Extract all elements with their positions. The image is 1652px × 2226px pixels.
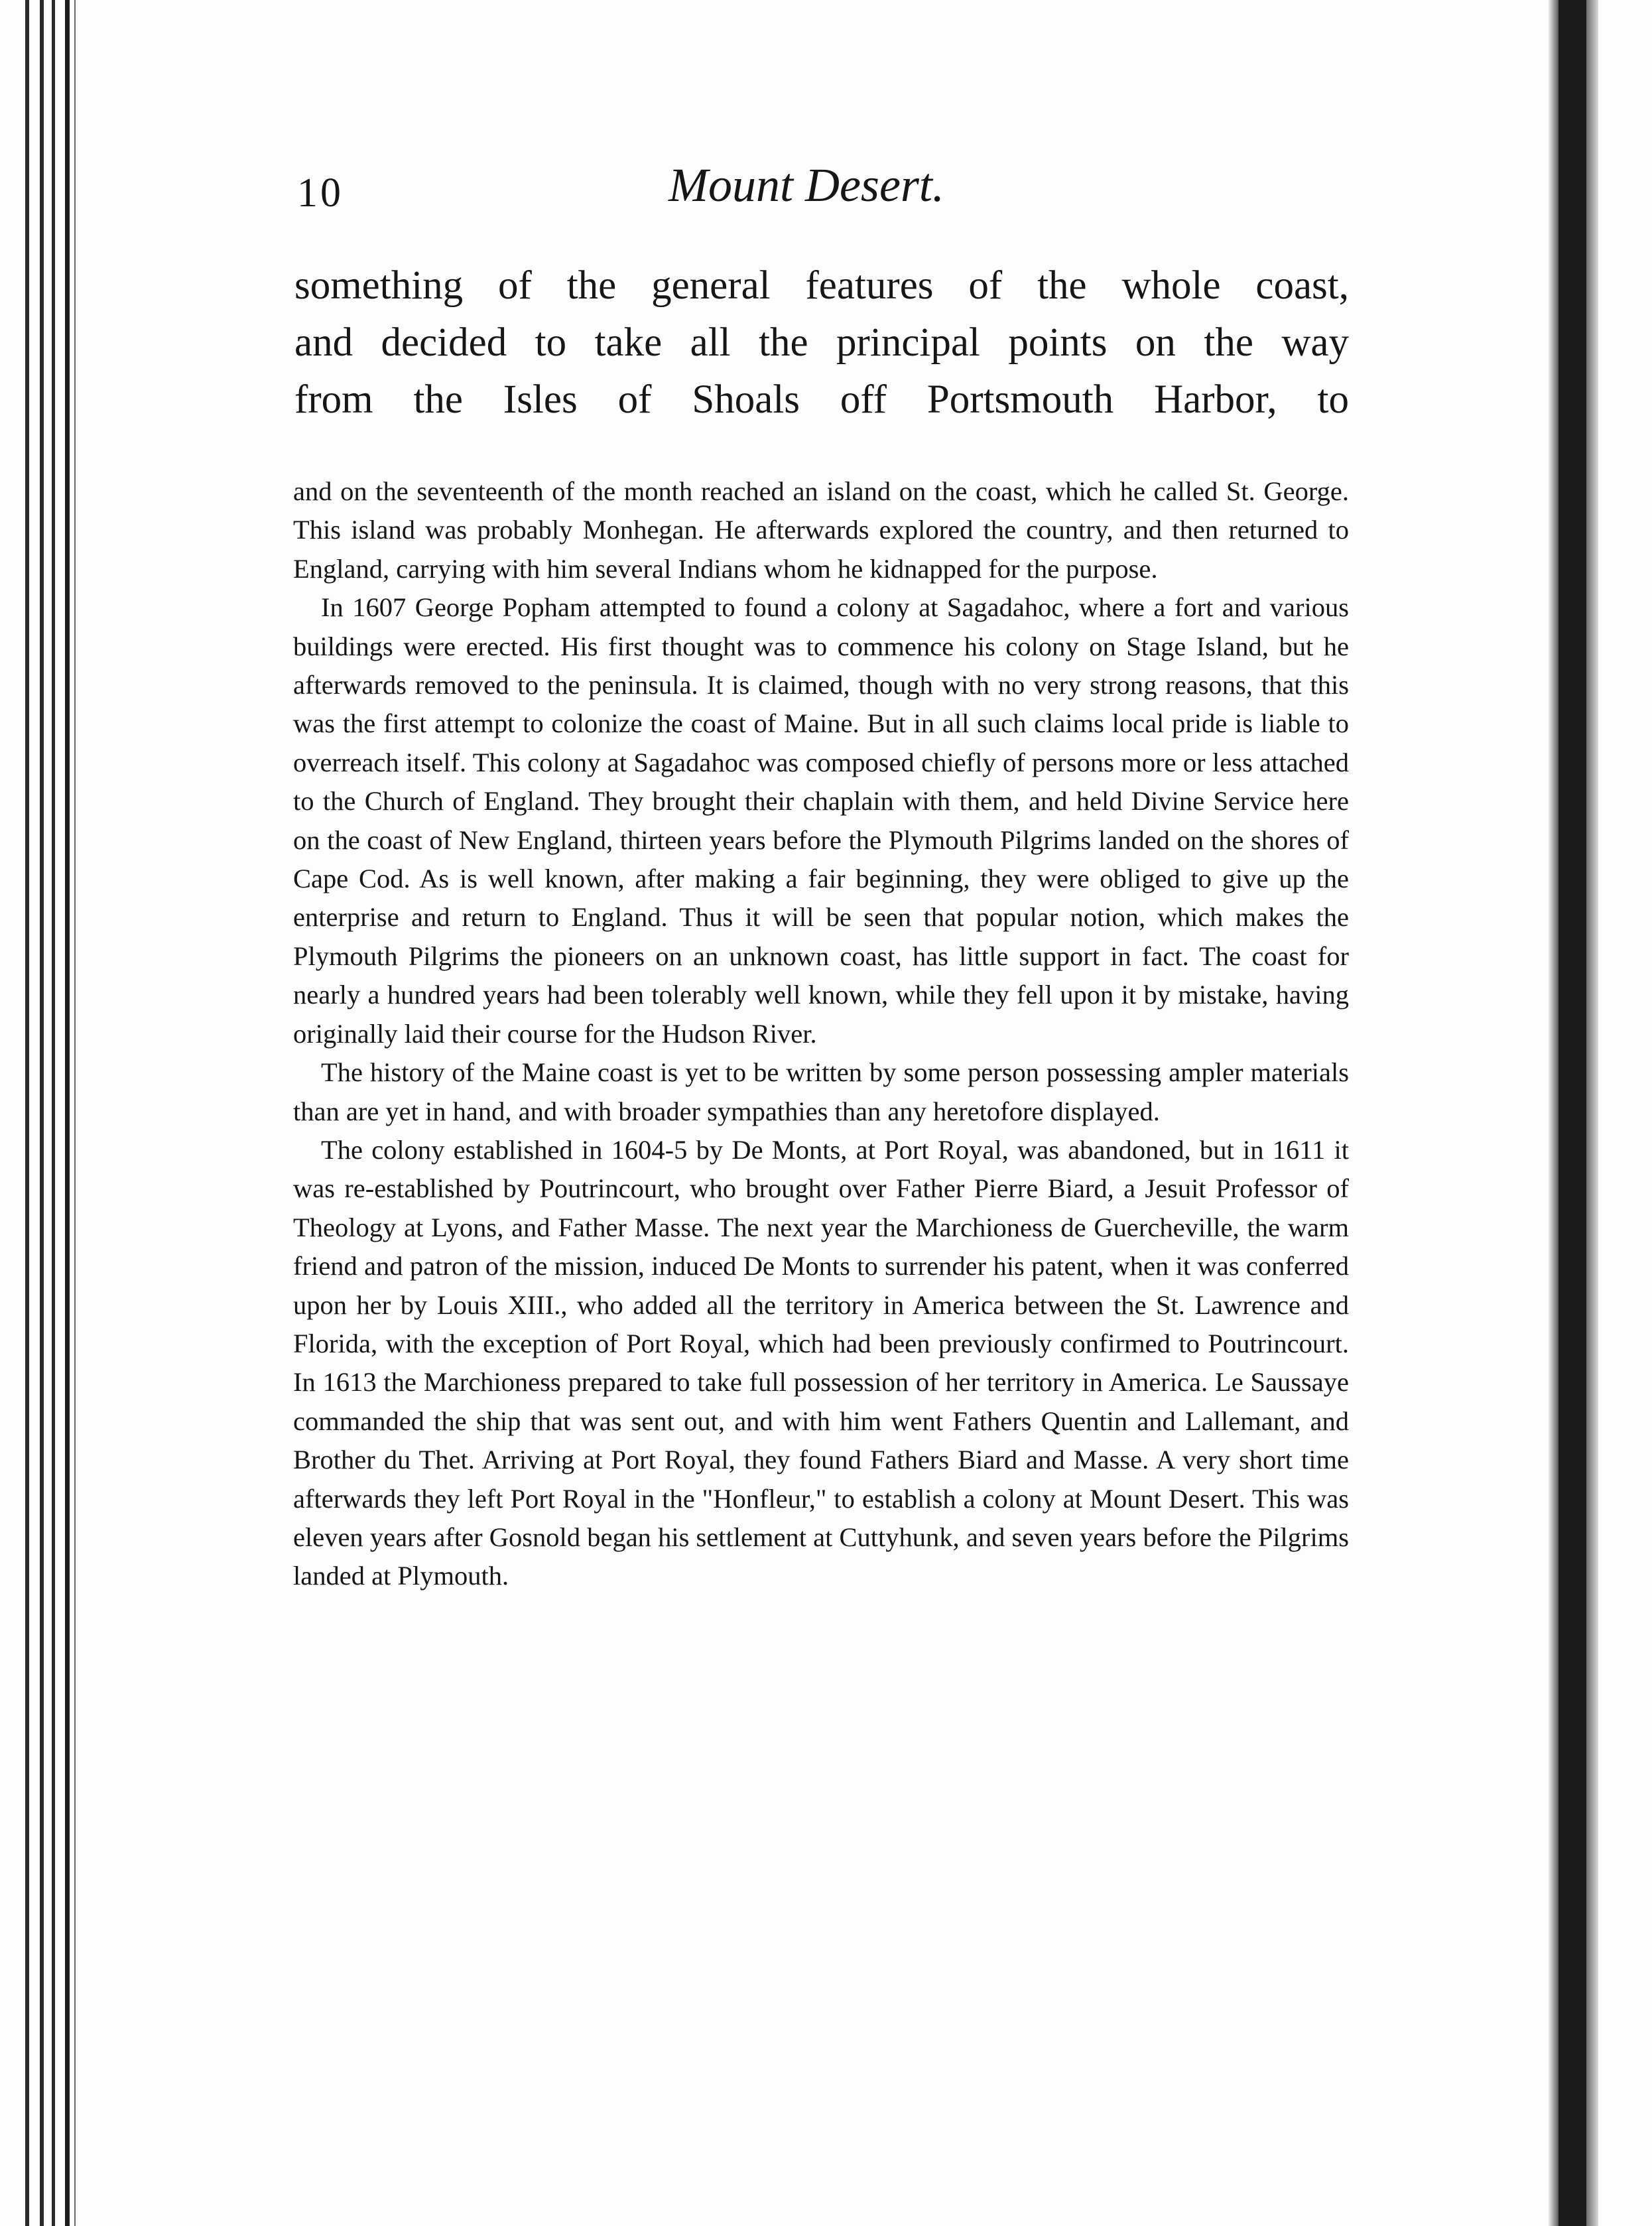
page-header xyxy=(297,158,1352,231)
body-text xyxy=(293,472,1349,1596)
paragraph: and on the seventeenth of the month reached an island on the coast, which he called St. George. This island was probably Monhegan. He afterwards explored the country, and then returned to England, carrying with him several Indians whom he kidnapped for the purpose. xyxy=(293,476,1349,584)
passage-line: something of the general features of the whole coast, xyxy=(294,263,1349,308)
binding-edge-line xyxy=(40,0,44,2226)
running-title: Mount Desert. xyxy=(668,159,944,212)
binding-edge-line xyxy=(25,0,29,2226)
spine-shadow xyxy=(1549,0,1558,2226)
page-number: 10 xyxy=(297,170,344,216)
book-spine xyxy=(1558,0,1586,2226)
spine-shadow xyxy=(1586,0,1598,2226)
passage-line: and decided to take all the principal points on the way xyxy=(294,320,1349,365)
paragraph: The history of the Maine coast is yet to be written by some person possessing ampler materials than are yet in hand, and with broader sympathies than any heretofore displayed. xyxy=(293,1057,1349,1126)
paragraph: In 1607 George Popham attempted to found a colony at Sagadahoc, where a fort and various buildings were erected. His first thought was to commence his colony on Stage Island, but he afterwards removed to the peninsula. It is claimed, though with no very strong reasons, that this was the first attempt to colonize the coast of Maine. But in all such claims local pride is liable to overreach itself. This colony at Sagadahoc was composed chiefly of persons more or less attached to the Church of England. They brought their chaplain with them, and held Divine Service here on the coast of New England, thirteen years before the Plymouth Pilgrims landed on the shores of Cape Cod. As is well known, after making a fair beginning, they were obliged to give up the enterprise and return to England. Thus it will be seen that popular notion, which makes the Plymouth Pilgrims the pioneers on an unknown coast, has little support in fact. The coast for nearly a hundred years had been tolerably well known, while they fell upon it by mistake, having originally laid their course for the Hudson River. xyxy=(293,592,1349,1049)
binding-edge-line xyxy=(65,0,70,2226)
passage-line: from the Isles of Shoals off Portsmouth Harbor, to xyxy=(294,377,1349,422)
binding-edge-line xyxy=(52,0,55,2226)
binding-edge-line xyxy=(74,0,76,2226)
paragraph: The colony established in 1604-5 by De Monts, at Port Royal, was abandoned, but in 1611 it was re-established by Poutrincourt, who brought over Father Pierre Biard, a Jesuit Professor of Theology at Lyons, and Father Masse. The next year the Marchioness de Guercheville, the warm friend and patron of the mission, induced De Monts to surrender his patent, when it was conferred upon her by Louis XIII., who added all the territory in America between the St. Lawrence and Florida, with the exception of Port Royal, which had been previously confirmed to Poutrincourt. In 1613 the Marchioness prepared to take full possession of her territory in America. Le Saussaye commanded the ship that was sent out, and with him went Fathers Quentin and Lallemant, and Brother du Thet. Arriving at Port Royal, they found Fathers Biard and Masse. A very short time afterwards they left Port Royal in the "Honfleur," to establish a colony at Mount Desert. This was eleven years after Gosnold began his settlement at Cuttyhunk, and seven years before the Pilgrims landed at Plymouth. xyxy=(293,1134,1349,1591)
large-type-passage xyxy=(294,257,1349,428)
